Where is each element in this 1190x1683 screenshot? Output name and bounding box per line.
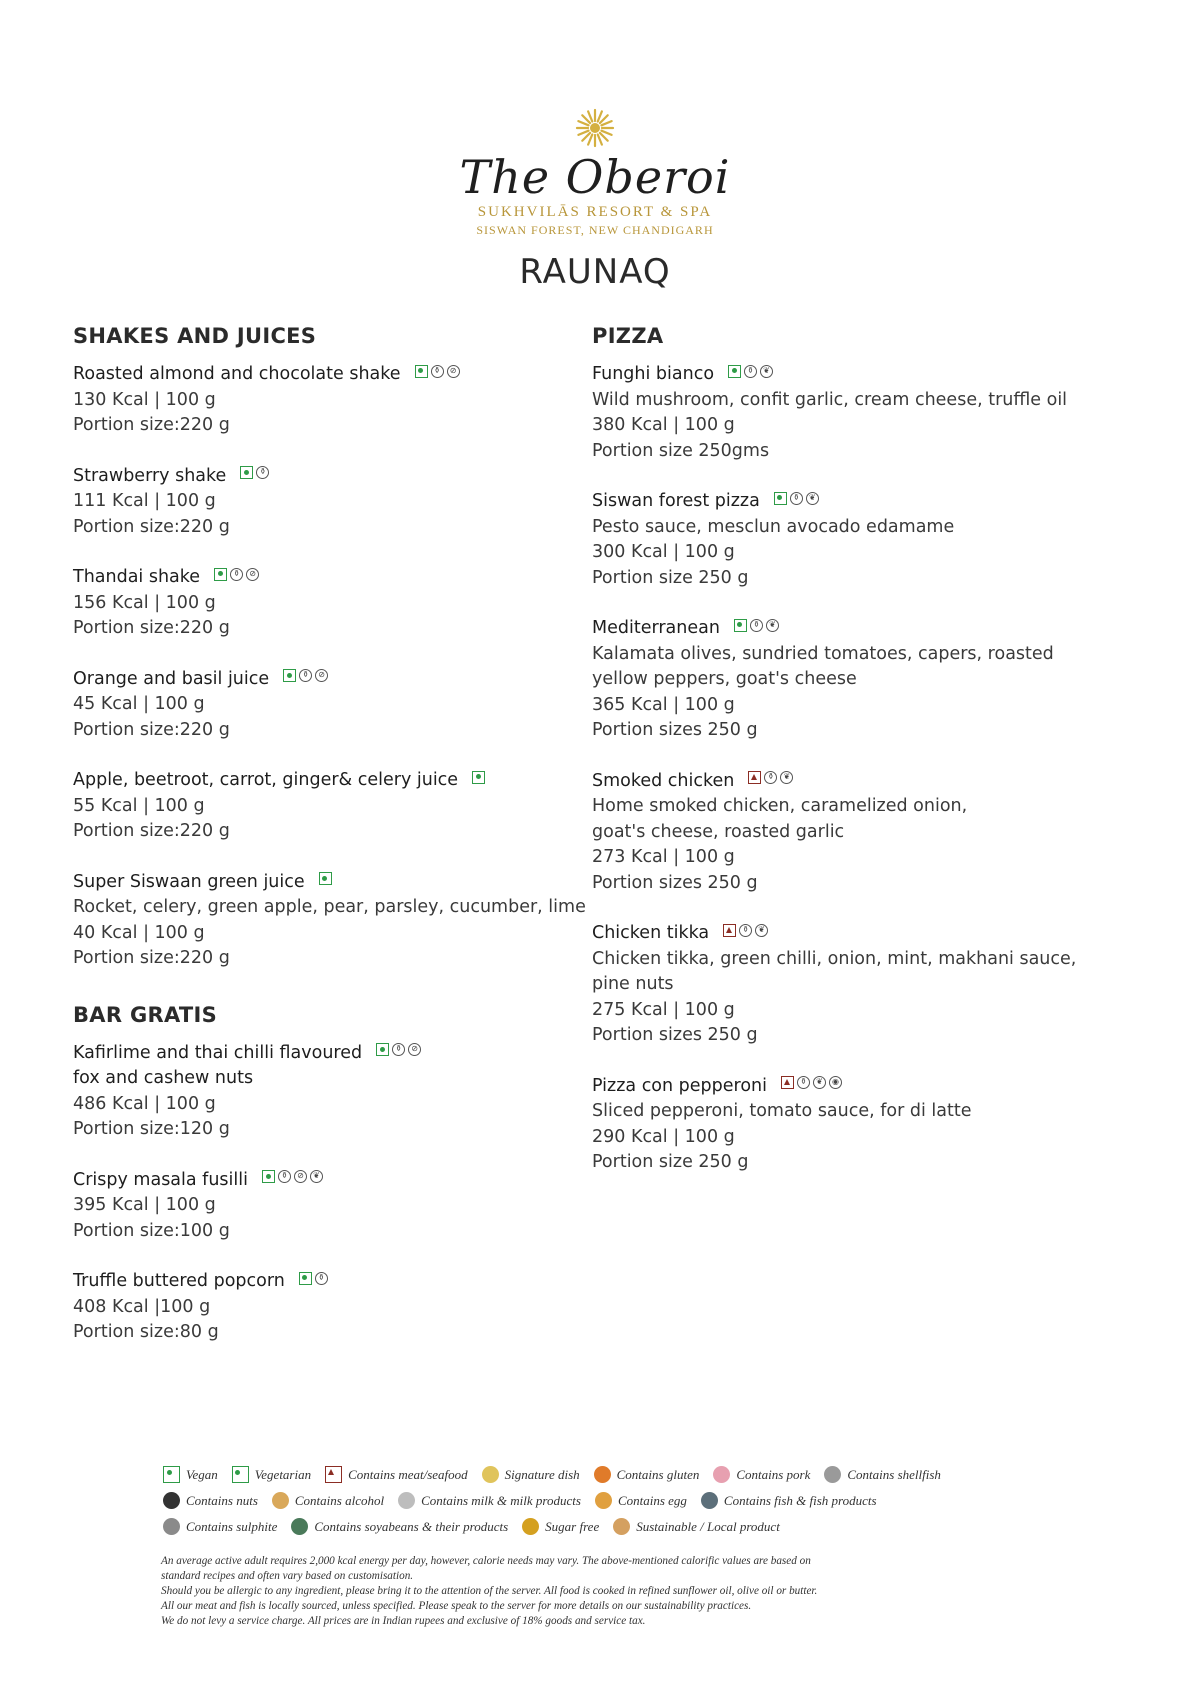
resort-name: SUKHVILĀS RESORT & SPA <box>477 204 713 220</box>
item-detail: 55 Kcal | 100 g <box>73 795 205 816</box>
dietary-icons <box>319 872 332 885</box>
item-detail: 40 Kcal | 100 g <box>73 922 205 943</box>
legend-item <box>824 1466 941 1483</box>
item-name-row <box>73 870 593 896</box>
egg-icon <box>595 1492 612 1509</box>
sugar-free-icon <box>522 1518 539 1535</box>
item-detail: 300 Kcal | 100 g <box>592 542 735 562</box>
legend-item <box>291 1518 508 1535</box>
item-detail: Rocket, celery, green apple, pear, parsley, cucumber, lime <box>73 897 586 917</box>
item-detail: Portion sizes 250 g <box>592 720 758 740</box>
item-name-row <box>592 1074 1112 1100</box>
legend-label: Contains meat/seafood <box>348 1466 468 1482</box>
footnote-line: standard recipes and often vary based on customisation. <box>161 1570 414 1582</box>
item-detail: 486 Kcal | 100 g <box>73 1093 216 1114</box>
item-detail: 273 Kcal | 100 g <box>592 847 735 867</box>
vegetarian-icon <box>415 365 428 378</box>
dietary-icons <box>748 771 793 784</box>
item-name: Funghi bianco <box>592 364 715 384</box>
legend-label: Sugar free <box>545 1518 600 1534</box>
dietary-icons <box>734 619 779 632</box>
dietary-icons <box>774 492 819 505</box>
item-detail: Portion size:220 g <box>73 516 230 537</box>
item-name-row <box>73 1269 593 1295</box>
legend-label: Contains sulphite <box>186 1518 278 1534</box>
milk-icon: ⚱ <box>750 619 763 632</box>
legend-item <box>163 1492 258 1509</box>
item-detail: 395 Kcal | 100 g <box>73 1195 216 1215</box>
item-name-row <box>73 1168 593 1194</box>
vegetarian-icon <box>299 1272 312 1285</box>
vegetarian-icon <box>376 1043 389 1056</box>
menu-item <box>592 362 1112 464</box>
item-detail: Portion sizes 250 g <box>592 872 758 893</box>
dietary-legend <box>163 1466 1043 1544</box>
item-detail: Portion size:100 g <box>73 1220 230 1241</box>
item-name-row <box>592 769 1112 795</box>
vegetarian-icon <box>472 771 485 784</box>
item-detail: 45 Kcal | 100 g <box>73 694 205 714</box>
milk-icon: ⚱ <box>315 1272 328 1285</box>
vegetarian-icon <box>734 619 747 632</box>
meat-icon <box>325 1466 342 1483</box>
dietary-icons <box>415 365 460 378</box>
vegetarian-icon <box>728 365 741 378</box>
item-detail: 156 Kcal | 100 g <box>73 592 216 613</box>
menu-item <box>73 565 593 642</box>
item-name: Thandai shake <box>73 567 201 587</box>
item-detail: Portion size 250gms <box>592 440 770 461</box>
milk-icon: ⚱ <box>739 924 752 937</box>
vegetarian-icon <box>232 1466 249 1483</box>
item-name-row <box>73 667 593 693</box>
vegetarian-icon <box>262 1170 275 1183</box>
item-name: Roasted almond and chocolate shake <box>73 364 401 384</box>
milk-icon: ⚱ <box>797 1076 810 1089</box>
item-detail: 130 Kcal | 100 g <box>73 389 216 410</box>
sulphite-icon <box>163 1518 180 1535</box>
legend-label: Contains alcohol <box>294 1492 385 1508</box>
restaurant-title: RAUNAQ <box>519 252 671 292</box>
vegetarian-icon <box>283 669 296 682</box>
item-detail: Wild mushroom, confit garlic, cream cheese, truffle oil <box>592 389 1068 410</box>
item-name-row <box>73 1041 593 1067</box>
footnote-line: All our meat and fish is locally sourced, unless specified. Please speak to the server for more details on our sustainability practices. <box>161 1600 752 1612</box>
item-detail: 290 Kcal | 100 g <box>592 1126 735 1147</box>
legend-row <box>163 1518 1043 1535</box>
item-name: Mediterranean <box>592 618 720 638</box>
menu-item <box>73 768 593 845</box>
sustainable-icon <box>613 1518 630 1535</box>
item-name-row <box>592 362 1112 388</box>
legend-label: Vegetarian <box>254 1466 312 1482</box>
nuts-icon: ⊘ <box>447 365 460 378</box>
menu-item <box>592 489 1112 591</box>
legend-label: Contains egg <box>617 1492 687 1508</box>
menu-item <box>73 464 593 541</box>
nuts-icon: ⊘ <box>408 1043 421 1056</box>
vegetarian-icon <box>319 872 332 885</box>
menu-item <box>73 870 593 972</box>
item-name-row <box>73 565 593 591</box>
milk-icon <box>398 1492 415 1509</box>
item-name-row <box>73 464 593 490</box>
legend-item <box>163 1518 277 1535</box>
legend-label: Signature dish <box>504 1466 580 1482</box>
footnote-line: An average active adult requires 2,000 kcal energy per day, however, calorie needs may vary. The above-mentioned calorific values are based on <box>161 1555 811 1567</box>
alcohol-icon <box>272 1492 289 1509</box>
item-detail: 365 Kcal | 100 g <box>592 694 735 715</box>
milk-icon: ⚱ <box>392 1043 405 1056</box>
legend-label: Contains pork <box>736 1466 811 1482</box>
pork-icon: ◉ <box>829 1076 842 1089</box>
dietary-icons <box>376 1043 421 1056</box>
resort-location: SISWAN FOREST, NEW CHANDIGARH <box>476 223 714 237</box>
item-detail: Sliced pepperoni, tomato sauce, for di latte <box>592 1101 972 1121</box>
menu-item <box>592 921 1112 1049</box>
gluten-icon <box>594 1466 611 1483</box>
vegetarian-icon <box>214 568 227 581</box>
dietary-icons <box>728 365 773 378</box>
item-detail: Portion size:220 g <box>73 415 230 435</box>
item-name-cont: fox and cashew nuts <box>73 1068 254 1088</box>
item-name: Strawberry shake <box>73 465 227 486</box>
item-detail: 408 Kcal |100 g <box>73 1296 211 1317</box>
item-name: Chicken tikka <box>592 923 710 943</box>
legend-label: Contains milk & milk products <box>421 1492 581 1508</box>
item-detail: 275 Kcal | 100 g <box>592 999 735 1020</box>
legend-item <box>613 1518 780 1535</box>
item-detail: 380 Kcal | 100 g <box>592 415 735 435</box>
legend-item <box>232 1466 311 1483</box>
meat-icon <box>748 771 761 784</box>
item-detail: Portion size:220 g <box>73 948 230 968</box>
soya-icon <box>291 1518 308 1535</box>
item-name: Pizza con pepperoni <box>592 1075 767 1096</box>
menu-item <box>592 1074 1112 1176</box>
legend-label: Contains gluten <box>616 1466 700 1482</box>
item-detail: Portion sizes 250 g <box>592 1025 758 1045</box>
item-detail: Portion size:220 g <box>73 719 230 740</box>
menu-item <box>73 1168 593 1245</box>
legend-item <box>594 1466 700 1483</box>
sun-emblem-icon <box>575 108 615 148</box>
dietary-icons <box>283 669 328 682</box>
gluten-icon: ❦ <box>766 619 779 632</box>
footnote-line: We do not levy a service charge. All prices are in Indian rupees and exclusive of 18% goods and service tax. <box>161 1615 646 1627</box>
dietary-icons <box>240 466 269 479</box>
legend-item <box>272 1492 384 1509</box>
legend-item <box>522 1518 599 1535</box>
milk-icon: ⚱ <box>299 669 312 682</box>
section-title: BAR GRATIS <box>73 1002 218 1027</box>
legend-item <box>595 1492 687 1509</box>
item-detail: Kalamata olives, sundried tomatoes, capers, roasted <box>592 643 1054 664</box>
gluten-icon: ❦ <box>813 1076 826 1089</box>
milk-icon: ⚱ <box>790 492 803 505</box>
item-detail: Portion size 250 g <box>592 567 749 588</box>
brand-name: The Oberoi <box>459 150 731 204</box>
item-detail: goat's cheese, roasted garlic <box>592 821 845 842</box>
dietary-icons <box>299 1272 328 1285</box>
vegetarian-icon <box>774 492 787 505</box>
legend-item <box>482 1466 580 1483</box>
signature-icon <box>482 1466 499 1483</box>
nuts-icon <box>163 1492 180 1509</box>
nuts-icon: ⊘ <box>294 1170 307 1183</box>
item-detail: Portion size:220 g <box>73 821 230 841</box>
legend-row <box>163 1492 1043 1509</box>
item-detail: Portion size:220 g <box>73 618 230 638</box>
item-name: Kafirlime and thai chilli flavoured <box>73 1042 363 1063</box>
legend-item <box>701 1492 877 1509</box>
item-detail: Portion size:80 g <box>73 1322 219 1342</box>
dietary-icons <box>214 568 259 581</box>
item-name: Siswan forest pizza <box>592 491 760 511</box>
legend-label: Contains fish & fish products <box>723 1492 877 1508</box>
item-detail: yellow peppers, goat's cheese <box>592 669 857 689</box>
legend-item <box>398 1492 581 1509</box>
item-detail: Portion size 250 g <box>592 1152 749 1172</box>
item-name: Smoked chicken <box>592 770 735 791</box>
item-name-row <box>73 768 593 794</box>
item-name: Crispy masala fusilli <box>73 1169 248 1190</box>
hotel-logo <box>0 108 1190 238</box>
gluten-icon: ❦ <box>780 771 793 784</box>
legend-item <box>713 1466 810 1483</box>
legend-label: Sustainable / Local product <box>636 1518 780 1534</box>
legend-item <box>163 1466 218 1483</box>
item-name-row <box>73 362 593 388</box>
milk-icon: ⚱ <box>764 771 777 784</box>
item-name: Apple, beetroot, carrot, ginger& celery juice <box>73 770 459 790</box>
gluten-icon: ❦ <box>755 924 768 937</box>
fish-icon <box>701 1492 718 1509</box>
shellfish-icon <box>824 1466 841 1483</box>
legend-label: Contains shellfish <box>847 1466 941 1482</box>
item-name: Orange and basil juice <box>73 668 270 689</box>
menu-item <box>73 362 593 439</box>
item-detail: Portion size:120 g <box>73 1119 230 1139</box>
vegan-icon <box>163 1466 180 1483</box>
item-name: Truffle buttered popcorn <box>73 1271 285 1291</box>
item-detail: Chicken tikka, green chilli, onion, mint, makhani sauce, <box>592 948 1077 969</box>
item-name-row <box>592 921 1112 947</box>
legend-row <box>163 1466 1043 1483</box>
footnotes <box>161 1554 1041 1629</box>
item-name-row <box>592 489 1112 515</box>
meat-icon <box>781 1076 794 1089</box>
legend-label: Contains nuts <box>186 1492 258 1508</box>
gluten-icon: ❦ <box>760 365 773 378</box>
meat-icon <box>723 924 736 937</box>
item-detail: Pesto sauce, mesclun avocado edamame <box>592 516 955 537</box>
menu-item <box>592 616 1112 744</box>
section-title: SHAKES AND JUICES <box>73 324 317 348</box>
milk-icon: ⚱ <box>744 365 757 378</box>
nuts-icon: ⊘ <box>315 669 328 682</box>
menu-item <box>73 667 593 744</box>
vegetarian-icon <box>240 466 253 479</box>
milk-icon: ⚱ <box>278 1170 291 1183</box>
item-name: Super Siswaan green juice <box>73 871 305 892</box>
dietary-icons <box>262 1170 323 1183</box>
menu-item <box>73 1269 593 1346</box>
legend-item <box>325 1466 468 1483</box>
milk-icon: ⚱ <box>256 466 269 479</box>
menu-right-column <box>592 324 1112 1207</box>
legend-label: Contains soyabeans & their products <box>314 1518 509 1534</box>
footnote-line: Should you be allergic to any ingredient, please bring it to the attention of the server. All food is cooked in refined sunflower oil, olive oil or butter. <box>161 1585 818 1597</box>
legend-label: Vegan <box>186 1466 218 1482</box>
milk-icon: ⚱ <box>431 365 444 378</box>
dietary-icons <box>781 1076 842 1089</box>
section-title: PIZZA <box>592 324 664 348</box>
item-name-row <box>592 616 1112 642</box>
milk-icon: ⚱ <box>230 568 243 581</box>
pork-icon <box>713 1466 730 1483</box>
dietary-icons <box>472 771 485 784</box>
item-detail: pine nuts <box>592 974 674 994</box>
nuts-icon: ⊘ <box>246 568 259 581</box>
gluten-icon: ❦ <box>310 1170 323 1183</box>
item-detail: Home smoked chicken, caramelized onion, <box>592 796 968 816</box>
gluten-icon: ❦ <box>806 492 819 505</box>
menu-item <box>73 1041 593 1143</box>
item-detail: 111 Kcal | 100 g <box>73 491 216 511</box>
dietary-icons <box>723 924 768 937</box>
menu-left-column <box>73 324 593 1377</box>
menu-item <box>592 769 1112 897</box>
